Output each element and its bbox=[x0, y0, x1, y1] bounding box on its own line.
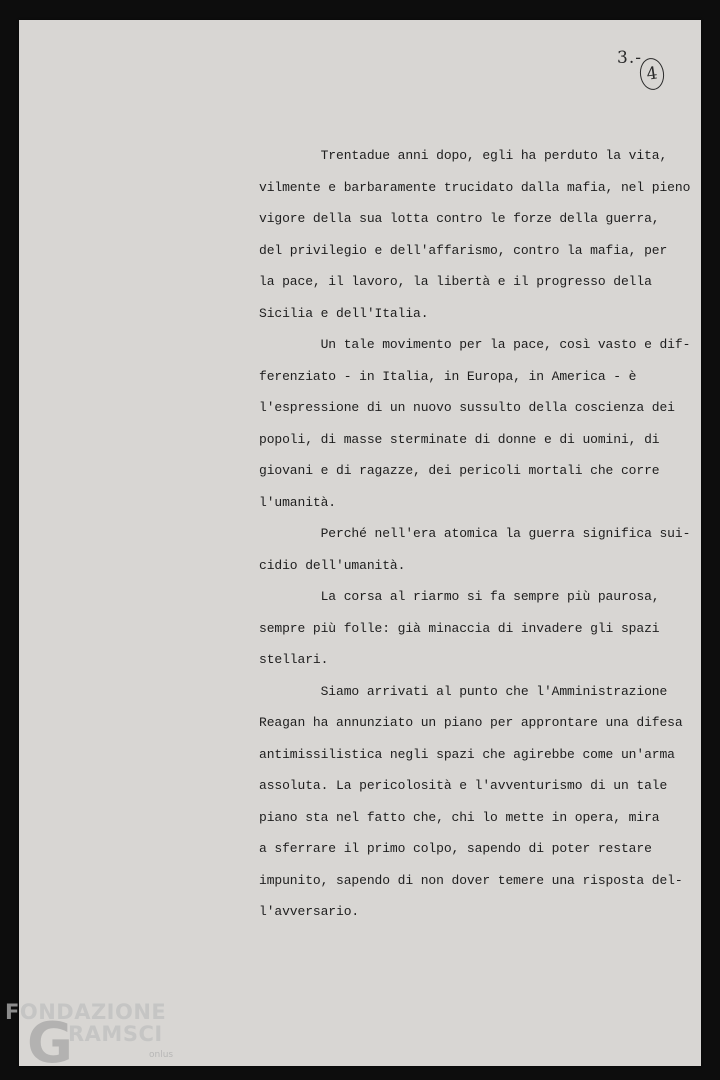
body-line: l'avversario. bbox=[259, 904, 360, 919]
watermark-logo-letter: G bbox=[27, 1011, 73, 1076]
body-line: ferenziato - in Italia, in Europa, in America - è bbox=[259, 368, 637, 384]
body-line: vigore della sua lotta contro le forze della guerra, bbox=[259, 211, 660, 226]
body-line: l'espressione di un nuovo sussulto della coscienza dei bbox=[259, 400, 675, 415]
watermark-line2: RAMSCI bbox=[68, 1022, 163, 1046]
body-line: Trentadue anni dopo, egli ha perduto la vita, bbox=[259, 148, 668, 163]
body-line: La corsa al riarmo si fa sempre più paurosa, bbox=[259, 589, 660, 604]
typewritten-body bbox=[259, 140, 691, 928]
body-line: assoluta. La pericolosità e l'avventurismo di un tale bbox=[259, 778, 668, 793]
body-line: a sferrare il primo colpo, sapendo di poter restare bbox=[259, 841, 652, 856]
body-line: Un tale movimento per la pace, così vasto e dif- bbox=[259, 337, 691, 352]
body-line: vilmente e barbaramente trucidato dalla mafia, nel pieno bbox=[259, 179, 691, 195]
body-line: Siamo arrivati al punto che l'Amministrazione bbox=[259, 683, 668, 699]
body-line: Reagan ha annunziato un piano per approntare una difesa bbox=[259, 715, 683, 730]
body-line: antimissilistica negli spazi che agirebbe come un'arma bbox=[259, 746, 675, 762]
body-line: piano sta nel fatto che, chi lo mette in opera, mira bbox=[259, 809, 660, 825]
document-page bbox=[19, 20, 701, 1066]
body-line: Perché nell'era atomica la guerra significa sui- bbox=[259, 526, 691, 541]
circled-sheet-number: 4 bbox=[638, 56, 666, 91]
body-line: del privilegio e dell'affarismo, contro la mafia, per bbox=[259, 242, 668, 258]
watermark-line3: onlus bbox=[149, 1050, 174, 1060]
body-line: cidio dell'umanità. bbox=[259, 557, 406, 573]
body-line: la pace, il lavoro, la libertà e il progresso della bbox=[259, 274, 652, 289]
body-line: popoli, di masse sterminate di donne e di uomini, di bbox=[259, 431, 660, 447]
page-number: 3.- bbox=[617, 48, 642, 68]
body-line: giovani e di ragazze, dei pericoli mortali che corre bbox=[259, 463, 660, 478]
body-line: impunito, sapendo di non dover temere una risposta del- bbox=[259, 872, 683, 888]
body-line: l'umanità. bbox=[259, 494, 337, 510]
watermark-line1: FONDAZIONE bbox=[5, 1000, 167, 1024]
fondazione-gramsci-watermark bbox=[5, 1000, 185, 1076]
body-line: Sicilia e dell'Italia. bbox=[259, 305, 429, 321]
body-line: stellari. bbox=[259, 652, 329, 667]
body-line: sempre più folle: già minaccia di invadere gli spazi bbox=[259, 620, 660, 636]
